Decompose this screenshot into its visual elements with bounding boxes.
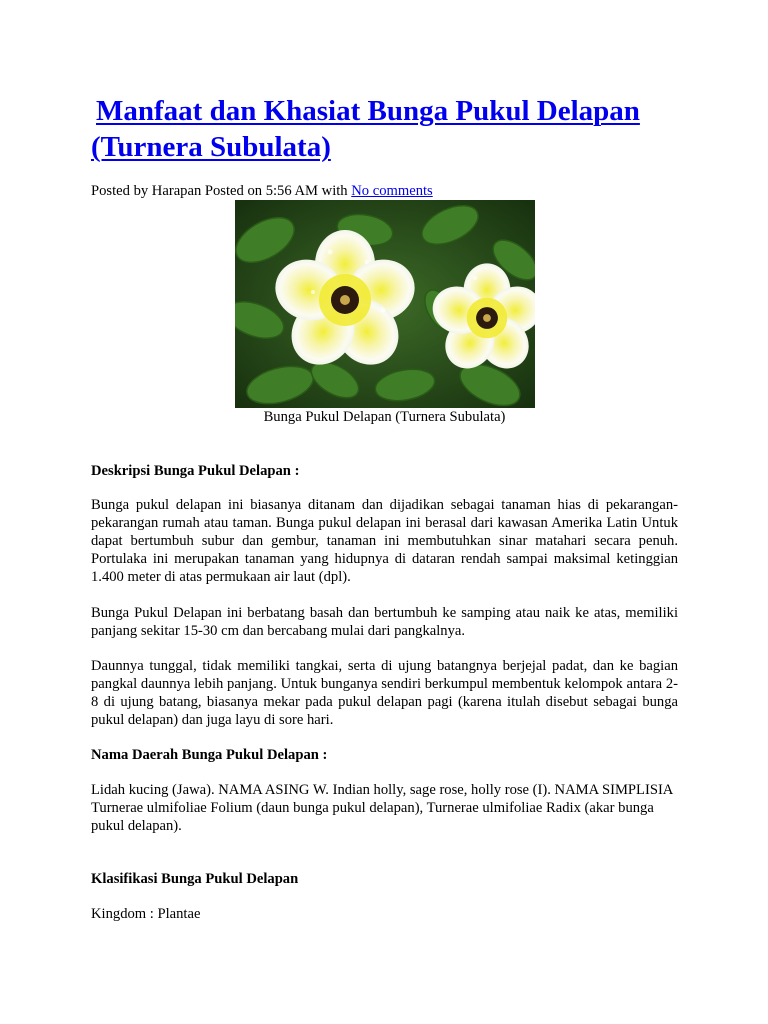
kingdom-line: Kingdom : Plantae [91, 906, 201, 922]
post-byline [91, 182, 433, 200]
article-title-link[interactable]: Manfaat dan Khasiat Bunga Pukul Delapan (Turnera Subulata) [91, 95, 640, 163]
nama-daerah-paragraph: Lidah kucing (Jawa). NAMA ASING W. Indian holly, sage rose, holly rose (I). NAMA SIMPLISIA Turnerae ulmifoliae Folium (daun bunga pukul delapan), Turnerae ulmifoliae Radix (akar bunga pukul delapan). [91, 782, 673, 834]
nama-daerah-heading: Nama Daerah Bunga Pukul Delapan : [91, 747, 328, 763]
comments-link[interactable]: No comments [351, 183, 433, 199]
deskripsi-heading: Deskripsi Bunga Pukul Delapan : [91, 463, 300, 479]
klasifikasi-heading: Klasifikasi Bunga Pukul Delapan [91, 871, 299, 887]
image-caption: Bunga Pukul Delapan (Turnera Subulata) [263, 409, 506, 425]
deskripsi-paragraph-3: Daunnya tunggal, tidak memiliki tangkai, serta di ujung batangnya berjejal padat, dan ke bagian pangkal daunnya lebih panjang. Untuk bunganya sendiri berkumpul membentuk kelompok antara 2-8 di ujung batang, biasanya mekar pada pukul delapan pagi (karena itulah disebut sebagai bunga pukul delapan) dan juga layu di sore hari. [91, 658, 678, 728]
deskripsi-paragraph-2: Bunga Pukul Delapan ini berbatang basah dan bertumbuh ke samping atau naik ke atas, memiliki panjang sekitar 15-30 cm dan bercabang mulai dari pangkalnya. [91, 605, 678, 639]
byline-text: Posted by Harapan Posted on 5:56 AM with [91, 183, 352, 199]
article-title [91, 93, 691, 165]
deskripsi-paragraph-1: Bunga pukul delapan ini biasanya ditanam dan dijadikan sebagai tanaman hias di pekarangan-pekarangan rumah atau taman. Bunga pukul delapan ini berasal dari kawasan Amerika Latin Untuk dapat bertumbuh subur dan gembur, tanaman ini membutuhkan sinar matahari secara penuh. Portulaka ini merupakan tanaman yang hidupnya di dataran rendah sampai maksimal ketinggian 1.400 meter di atas permukaan air laut (dpl). [91, 497, 678, 585]
flower-photo [235, 200, 535, 408]
